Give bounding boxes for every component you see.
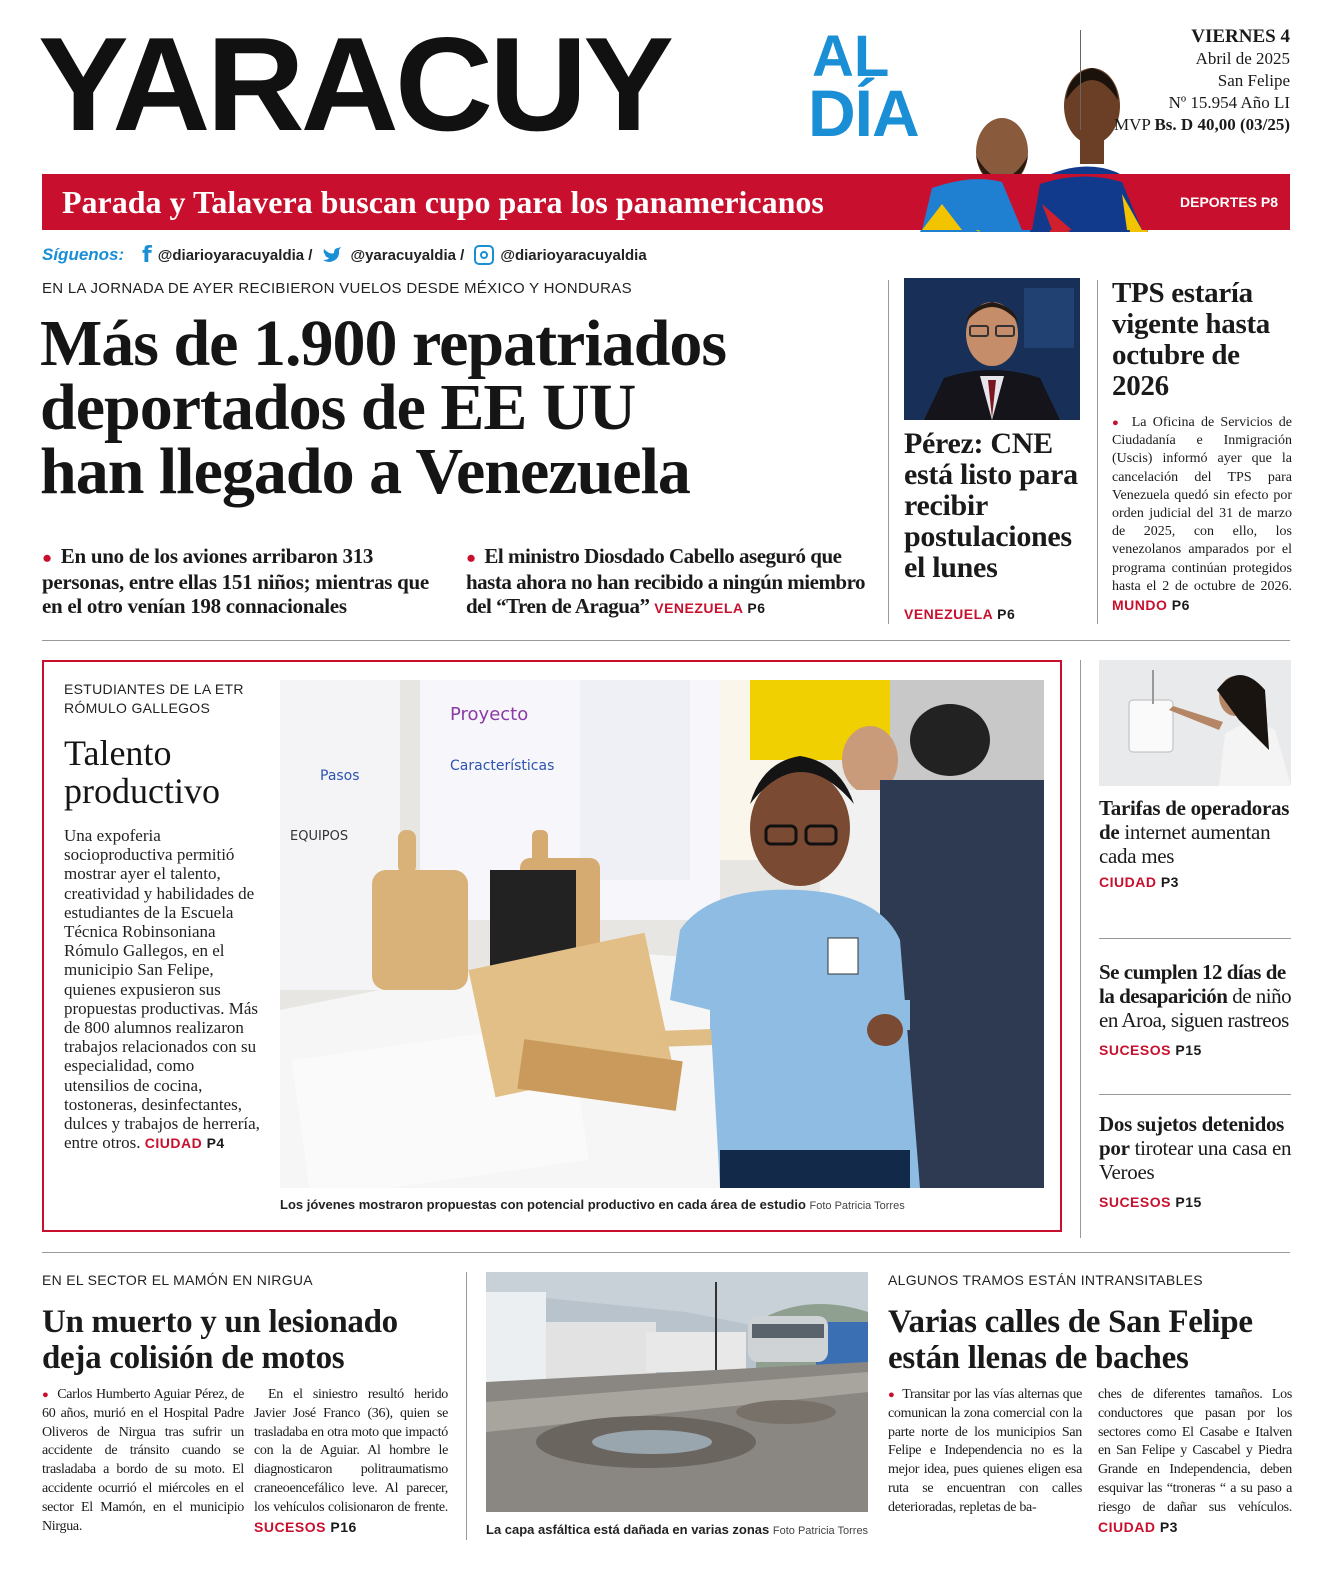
price-value: Bs. D 40,00 (03/25) xyxy=(1154,115,1290,134)
tps-headline[interactable]: TPS estaría vigente hasta octubre de 2026 xyxy=(1112,277,1271,402)
price-prefix: MVP xyxy=(1114,115,1151,134)
right-story-1-page: P3 xyxy=(1160,874,1179,890)
lead-bullet-1-text: En uno de los aviones arribaron 313 personas, entre ellas 151 niños; mientras que en el otro venían 198 connacionales xyxy=(42,544,429,618)
right-story-1-bold: Tarifas de operadoras de xyxy=(1099,796,1290,844)
tps-page: P6 xyxy=(1171,597,1190,614)
potholes-col-2-text: ches de diferentes tamaños. Los conductores que pasan por los sectores como El Casabe e Italven en San Felipe y Cascabel y Piedra Grande en Independencia, deben esquivar las “troneras “ a su paso a riesgo de dañar sus vehículos. xyxy=(1098,1387,1292,1515)
feature-credit: Foto Patricia Torres xyxy=(809,1200,905,1212)
tps-body-text: La Oficina de Servicios de Ciudadanía e Inmigración (Uscis) informó ayer que la cancelación del TPS para Venezuela quedó sin efecto por orden judicial del 31 de marzo de 2025, con ello, los venezolanos amparados por el programa continúan protegidos hasta el 2 de octubre de 2026. xyxy=(1112,415,1292,594)
right-story-1[interactable] xyxy=(1099,796,1293,890)
sports-banner-headline: Parada y Talavera buscan cupo para los panamericanos xyxy=(62,184,824,220)
right-story-3-page: P15 xyxy=(1175,1194,1202,1210)
potholes-col-2 xyxy=(1098,1386,1292,1538)
right-story-1-rest: internet aumentan cada mes xyxy=(1099,820,1271,868)
right-story-2[interactable] xyxy=(1099,960,1293,1058)
sports-banner-section[interactable]: DEPORTES P8 xyxy=(1180,194,1279,210)
right-story-3-section: SUCESOS xyxy=(1099,1194,1171,1210)
feature-caption xyxy=(280,1197,905,1212)
lead-bullet-2-text: El ministro Diosdado Cabello aseguró que hasta ahora no han recibido a ningún miembro del “Tren de Aragua” xyxy=(466,544,866,618)
issue-date: Abril de 2025 xyxy=(1195,49,1290,68)
lead-headline-line-3: han llegado a Venezuela xyxy=(40,435,690,508)
masthead-title: YARACUY xyxy=(38,9,671,159)
crash-col-1-text: Carlos Humberto Aguiar Pérez, de 60 años, murió en el Hospital Padre Oliveros de Nirgua tras sufrir un accidente de tránsito cuando se trasladaba a bordo de su moto. El accidente ocurrió el miércoles en el sector El Mamón, en el municipio Nirgua. xyxy=(42,1387,244,1534)
potholes-page: P3 xyxy=(1159,1518,1178,1535)
issue-price xyxy=(1090,114,1290,136)
feature-photo xyxy=(280,680,1044,1188)
right-story-1-section: CIUDAD xyxy=(1099,874,1157,890)
right-story-2-page: P15 xyxy=(1175,1042,1202,1058)
lead-headline[interactable] xyxy=(40,307,727,508)
tps-section: MUNDO xyxy=(1112,597,1168,614)
lead-headline-line-1: Más de 1.900 repatriados xyxy=(40,307,727,380)
issue-day: VIERNES 4 xyxy=(1191,26,1290,47)
lead-bullet-1 xyxy=(42,544,442,618)
potholes-col-1-text: Transitar por las vías alternas que comunican la zona comercial con la parte norte de los municipios San Felipe e Independencia no es la mejor idea, pues quienes eligen esa ruta se encuentran con calles deterioradas, repletas de ba- xyxy=(888,1387,1082,1515)
feature-page: P4 xyxy=(206,1135,225,1152)
crash-col-1 xyxy=(42,1386,244,1536)
masthead-al: AL xyxy=(812,24,890,89)
svg-text:EQUIPOS: EQUIPOS xyxy=(290,829,349,844)
right-story-3[interactable] xyxy=(1099,1112,1293,1210)
lead-section-link[interactable] xyxy=(654,600,765,616)
internet-photo xyxy=(1099,660,1291,786)
potholes-section: CIUDAD xyxy=(1098,1518,1156,1535)
issue-city: San Felipe xyxy=(1217,71,1290,90)
road-caption xyxy=(486,1522,868,1537)
potholes-section-link[interactable] xyxy=(1098,1519,1178,1535)
feature-caption-text: Los jóvenes mostraron propuestas con potencial productivo en cada área de estudio xyxy=(280,1197,806,1212)
svg-text:Pasos: Pasos xyxy=(320,768,360,784)
cne-page: P6 xyxy=(997,606,1016,622)
svg-text:Proyecto: Proyecto xyxy=(450,704,529,725)
svg-text:Características: Características xyxy=(450,758,555,774)
cne-section-link[interactable] xyxy=(904,606,1015,622)
feature-section: CIUDAD xyxy=(144,1135,203,1152)
crash-section-link[interactable] xyxy=(254,1519,357,1535)
cne-headline[interactable]: Pérez: CNE está listo para recibir postulaciones el lunes xyxy=(904,427,1078,584)
potholes-col-1 xyxy=(888,1386,1082,1518)
facebook-handle[interactable]: @diarioyaracuyaldia / xyxy=(157,246,313,264)
potholes-kicker: ALGUNOS TRAMOS ESTÁN INTRANSITABLES xyxy=(888,1272,1203,1288)
feature-body xyxy=(64,826,262,1153)
feature-kicker: ESTUDIANTES DE LA ETR RÓMULO GALLEGOS xyxy=(64,681,244,716)
right-story-2-rest: de niño en Aroa, siguen rastreos xyxy=(1099,984,1292,1032)
feature-body-text: Una expoferia socioproductiva permitió mostrar ayer el talento, creatividad y habilidades de estudiantes de la Escuela Técnica Robinsoniana Rómulo Gallegos, en el municipio San Felipe, quienes expusieron sus propuestas productivas. Más de 800 alumnos realizaron trabajos relacionados con su especialidad, como utensilios de cocina, tostoneras, desinfectantes, dulces y trabajos de herrería, entre otros. xyxy=(64,826,260,1153)
twitter-handle[interactable]: @yaracuyaldia / xyxy=(350,246,465,264)
potholes-headline[interactable]: Varias calles de San Felipe están llenas de baches xyxy=(888,1304,1253,1376)
tps-section-link[interactable] xyxy=(1112,597,1190,613)
social-label: Síguenos: xyxy=(42,245,125,264)
cne-section: VENEZUELA xyxy=(904,606,993,622)
twitter-icon[interactable] xyxy=(322,246,342,264)
crash-page: P16 xyxy=(330,1518,357,1535)
perez-photo xyxy=(904,278,1080,420)
right-story-2-section: SUCESOS xyxy=(1099,1042,1171,1058)
crash-section: SUCESOS xyxy=(254,1518,326,1535)
feature-section-link[interactable] xyxy=(145,1135,225,1151)
masthead-dia: DÍA xyxy=(808,76,919,150)
lead-kicker: EN LA JORNADA DE AYER RECIBIERON VUELOS DESDE MÉXICO Y HONDURAS xyxy=(42,280,632,297)
lead-bullet-2 xyxy=(466,544,876,620)
lead-page: P6 xyxy=(747,600,766,616)
road-photo xyxy=(486,1272,868,1512)
issue-number: Nº 15.954 Año LI xyxy=(1168,93,1290,112)
crash-headline[interactable]: Un muerto y un lesionado deja colisión de motos xyxy=(42,1304,398,1376)
right-story-3-bold: Dos sujetos detenidos por xyxy=(1099,1112,1285,1160)
crash-col-2 xyxy=(254,1386,448,1538)
road-credit: Foto Patricia Torres xyxy=(772,1525,869,1537)
instagram-handle[interactable]: @diarioyaracuyaldia xyxy=(500,246,647,264)
road-caption-text: La capa asfáltica está dañada en varias zonas xyxy=(486,1522,770,1537)
feature-headline[interactable]: Talento productivo xyxy=(64,733,220,811)
crash-kicker: EN EL SECTOR EL MAMÓN EN NIRGUA xyxy=(42,1272,313,1288)
tps-body xyxy=(1112,414,1292,616)
facebook-icon[interactable]: f xyxy=(142,242,152,268)
lead-section: VENEZUELA xyxy=(654,600,744,616)
crash-col-2-text: En el siniestro resultó herido Javier José Franco (36), quien se trasladaba en otra moto que impactó con la de Aguiar. Al hombre le diagnosticaron politraumatismo craneoencefálico leve. Al parecer, los vehículos colisionaron de frente. xyxy=(254,1387,448,1515)
right-story-2-bold: Se cumplen 12 días de la desaparición xyxy=(1099,960,1286,1008)
instagram-icon[interactable] xyxy=(474,245,494,265)
right-story-3-rest: tirotear una casa en Veroes xyxy=(1099,1136,1292,1184)
lead-headline-line-2: deportados de EE UU xyxy=(40,371,636,444)
